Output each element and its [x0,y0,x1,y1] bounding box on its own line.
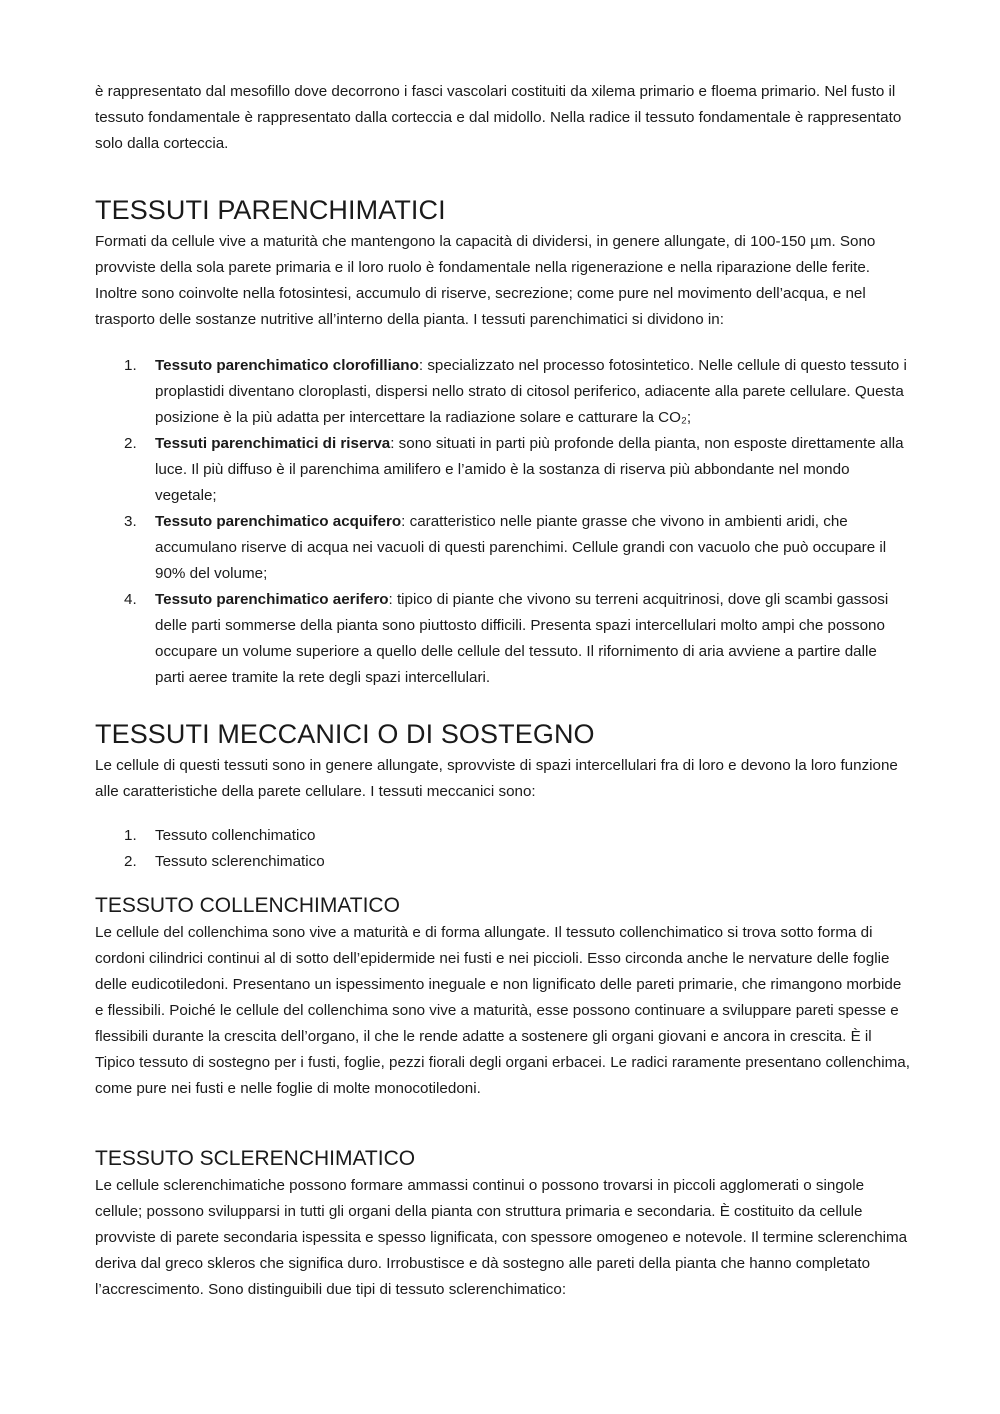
list-term: Tessuti parenchimatici di riserva [155,435,391,452]
parenchimatici-heading: TESSUTI PARENCHIMATICI [95,195,446,225]
list-item [95,849,910,875]
meccanici-list [95,823,910,875]
list-item [95,823,910,849]
list-item [95,431,910,509]
sclerenchimatico-heading: TESSUTO SCLERENCHIMATICO [95,1147,416,1170]
list-text: : specializzato nel processo fotosintetico. Nelle cellule di questo tessuto i proplastidi diventano cloroplasti, dispersi nello strato di citosol periferico, adiacente alla parete cellulare. Questa posizione è la più adatta per intercettare la radiazione solare e catturare la CO₂; [155,357,907,426]
list-number: 2. [124,435,137,452]
parenchimatici-list [95,353,910,691]
parenchimatici-paragraph: Formati da cellule vive a maturità che mantengono la capacità di dividersi, in genere allungate, di 100-150 µm. Sono provviste della sola parete primaria e il loro ruolo è fondamentale nella rigenerazione e nella riparazione delle ferite. Inoltre sono coinvolte nella fotosintesi, accumulo di riserve, secrezione; come pure nel movimento dell’acqua, e nel trasporto delle sostanze nutritive all’interno della pianta. I tessuti parenchimatici si dividono in: [95,233,876,328]
list-number: 2. [124,853,137,870]
sclerenchimatico-section [95,1145,910,1303]
sclerenchimatico-paragraph: Le cellule sclerenchimatiche possono formare ammassi continui o possono trovarsi in piccoli agglomerati o singole cellule; possono svilupparsi in tutti gli organi della pianta con struttura primaria e secondaria. È costituito da cellule provviste di parete secondaria ispessita e spesso lignificata, con spessore omogeneo e notevole. Il termine sclerenchima deriva dal greco skleros che significa duro. Irrobustisce e dà sostegno alle pareti della pianta che hanno completato l’accrescimento. Sono distinguibili due tipi di tessuto sclerenchimatico: [95,1177,908,1298]
list-term: Tessuto parenchimatico acquifero [155,513,402,530]
collenchimatico-heading: TESSUTO COLLENCHIMATICO [95,894,400,917]
collenchimatico-paragraph: Le cellule del collenchima sono vive a maturità e di forma allungate. Il tessuto collenchimatico si trova sotto forma di cordoni cilindrici continui al di sotto dell’epidermide nei fusti e nei piccioli. Esso circonda anche le nervature delle foglie delle eudicotiledoni. Presentano un ispessimento ineguale e non lignificato delle pareti primarie, che rimangono morbide e flessibili. Poiché le cellule del collenchima sono vive a maturità, esse possono continuare a sviluppare pareti spesse e flessibili durante la crescita dell’organo, il che le rende adatte a sostenere gli organi giovani e ancora in crescita. È il Tipico tessuto di sostegno per i fusti, foglie, pezzi fiorali degli organi erbacei. Le radici raramente presentano collenchima, come pure nei fusti e nelle foglie di molte monocotiledoni. [95,924,910,1097]
list-term: Tessuto parenchimatico aerifero [155,591,389,608]
intro-section [95,79,910,157]
list-item [95,509,910,587]
list-text: : caratteristico nelle piante grasse che vivono in ambienti aridi, che accumulano riserve di acqua nei vacuoli di questi parenchimi. Cellule grandi con vacuolo che può occupare il 90% del volume; [155,513,887,582]
list-item [95,587,910,691]
list-number: 1. [124,357,137,374]
meccanici-paragraph: Le cellule di questi tessuti sono in genere allungate, sprovviste di spazi intercellulari fra di loro e devono la loro funzione alle caratteristiche della parete cellulare. I tessuti meccanici sono: [95,757,898,800]
list-text: Tessuto sclerenchimatico [155,853,325,870]
list-number: 4. [124,591,137,608]
parenchimatici-section [95,193,910,691]
list-text: : tipico di piante che vivono su terreni acquitrinosi, dove gli scambi gassosi delle parti sommerse della pianta sono piuttosto difficili. Presenta spazi intercellulari molto ampi che possono occupare un volume superiore a quello delle cellule del tessuto. Il rifornimento di aria avviene a partire dalle parti aeree tramite la rete degli spazi intercellulari. [155,591,889,686]
list-number: 3. [124,513,137,530]
collenchimatico-section [95,892,910,1102]
list-text: : sono situati in parti più profonde della pianta, non esposte direttamente alla luce. Il più diffuso è il parenchima amilifero e l’amido è la sostanza di riserva più abbondante nel mondo vegetale; [155,435,904,504]
list-item [95,353,910,431]
list-term: Tessuto parenchimatico clorofilliano [155,357,419,374]
meccanici-heading: TESSUTI MECCANICI O DI SOSTEGNO [95,719,595,749]
list-text: Tessuto collenchimatico [155,827,316,844]
intro-paragraph: è rappresentato dal mesofillo dove decorrono i fasci vascolari costituiti da xilema primario e floema primario. Nel fusto il tessuto fondamentale è rappresentato dalla corteccia e dal midollo. Nella radice il tessuto fondamentale è rappresentato solo dalla corteccia. [95,83,902,152]
meccanici-section [95,717,910,875]
list-number: 1. [124,827,137,844]
